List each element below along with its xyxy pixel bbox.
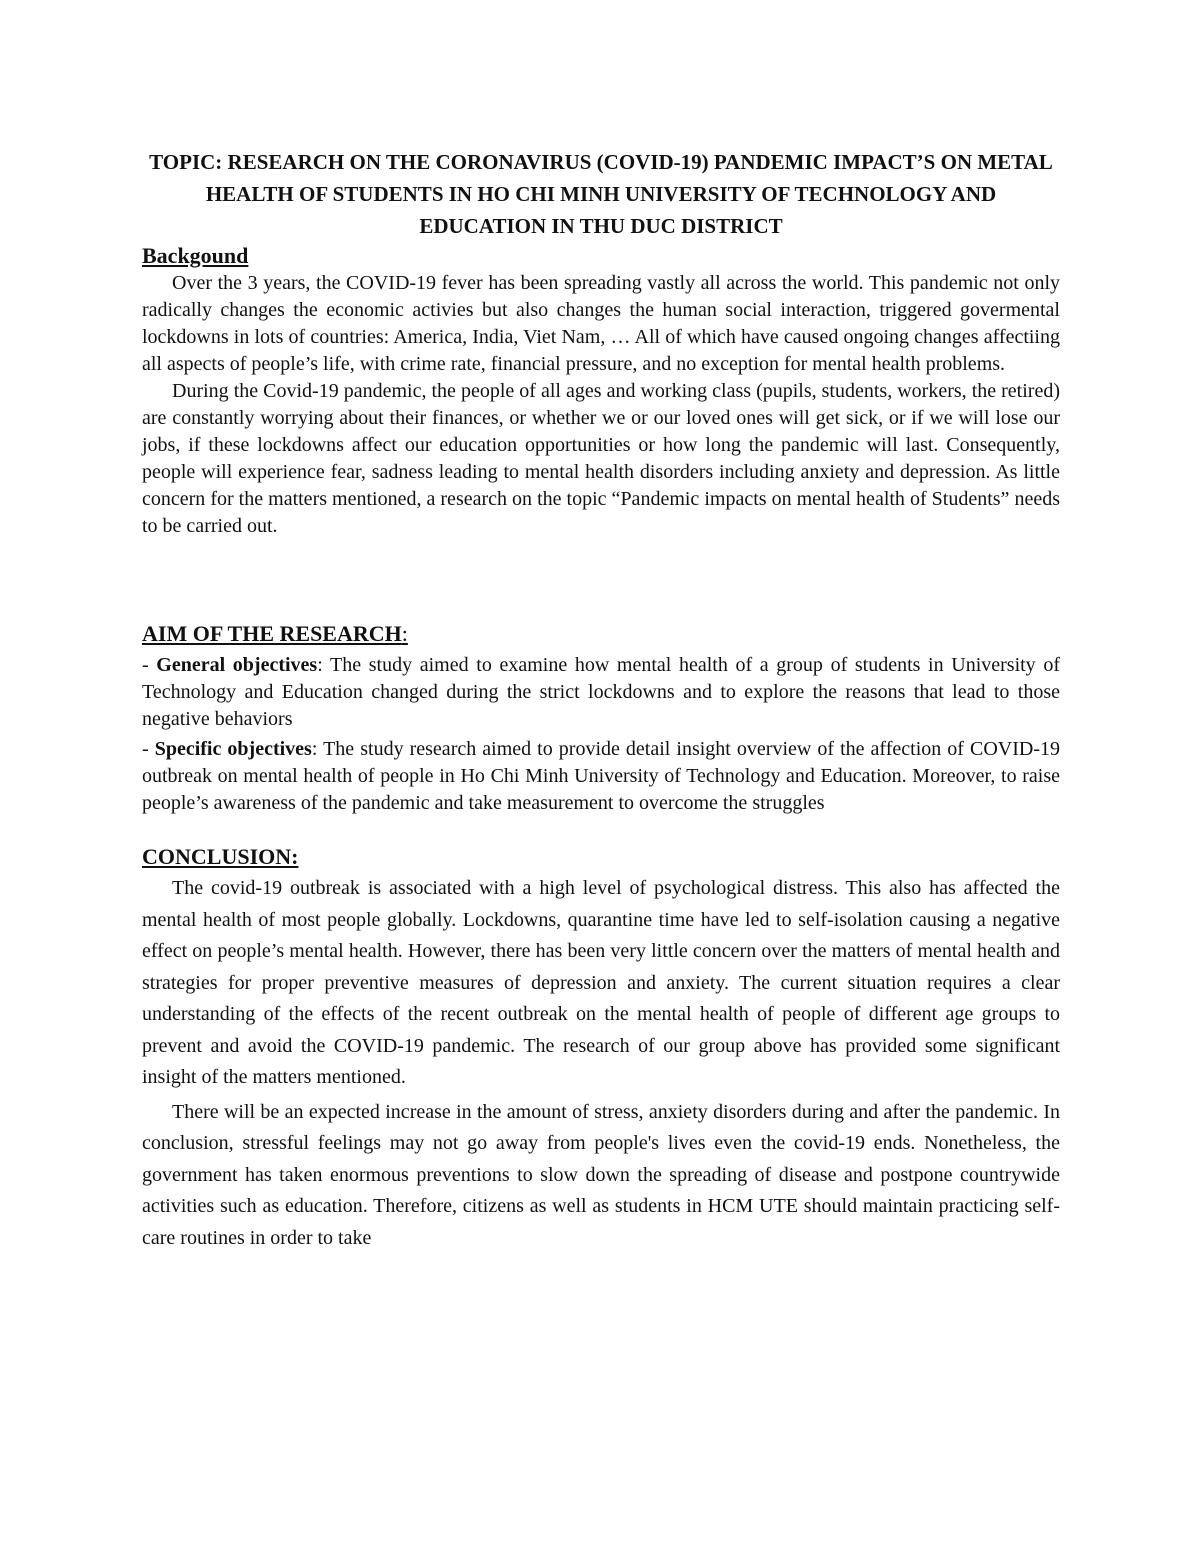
aim-specific-label: Specific objectives <box>154 738 312 760</box>
conclusion-section <box>142 843 1060 1254</box>
aim-specific-objectives <box>142 736 1060 817</box>
conclusion-paragraph-2: There will be an expected increase in the amount of stress, anxiety disorders during and after the pandemic. In conclusion, stressful feelings may not go away from people's lives even the covid-19 ends. Nonetheless, the government has taken enormous preventions to slow down the spreading of disease and postpone countrywide activities such as education. Therefore, citizens as well as students in HCM UTE should maintain practicing self-care routines in order to take <box>142 1100 1060 1249</box>
document-title: TOPIC: RESEARCH ON THE CORONAVIRUS (COVID-19) PANDEMIC IMPACT’S ON METAL HEALTH OF STUDENTS IN HO CHI MINH UNIVERSITY OF TECHNOLOGY AND EDUCATION IN THU DUC DISTRICT <box>149 150 1053 238</box>
conclusion-paragraph-1: The covid-19 outbreak is associated with a high level of psychological distress. This also has affected the mental health of most people globally. Lockdowns, quarantine time have led to self-isolation causing a negative effect on people’s mental health. However, there has been very little concern over the matters of mental health and strategies for proper preventive measures of depression and anxiety. The current situation requires a clear understanding of the effects of the recent outbreak on the mental health of people of different age groups to prevent and avoid the COVID-19 pandemic. The research of our group above has provided some significant insight of the matters mentioned. <box>142 877 1060 1088</box>
aim-section <box>142 620 1060 817</box>
background-heading: Backgound <box>142 243 249 268</box>
aim-heading-text: AIM OF THE RESEARCH <box>142 621 402 646</box>
aim-general-objectives <box>142 652 1060 733</box>
background-paragraph-1: Over the 3 years, the COVID-19 fever has been spreading vastly all across the world. This pandemic not only radically changes the economic activies but also changes the human social interaction, triggered govermental lockdowns in lots of countries: America, India, Viet Nam, … All of which have caused ongoing changes affectiing all aspects of people’s life, with crime rate, financial pressure, and no exception for mental health problems. <box>142 272 1060 375</box>
aim-general-prefix: - <box>142 654 157 676</box>
aim-general-label: General objectives <box>156 654 318 676</box>
aim-heading <box>142 620 1060 648</box>
aim-specific-text: : The study research aimed to provide detail insight overview of the affection of COVID-19 outbreak on mental health of people in Ho Chi Minh University of Technology and Education. Moreover, to raise people’s awareness of the pandemic and take measurement to overcome the struggles <box>142 738 1060 814</box>
background-section <box>142 242 1060 540</box>
background-paragraph-2: During the Covid-19 pandemic, the people of all ages and working class (pupils, students, workers, the retired) are constantly worrying about their finances, or whether we or our loved ones will get sick, or if we will lose our jobs, if these lockdowns affect our education opportunities or how long the pandemic will last. Consequently, people will experience fear, sadness leading to mental health disorders including anxiety and depression. As little concern for the matters mentioned, a research on the topic “Pandemic impacts on mental health of Students” needs to be carried out. <box>142 380 1060 537</box>
aim-heading-colon: : <box>401 621 408 646</box>
aim-specific-prefix: - <box>142 738 155 760</box>
document-page <box>142 146 1060 1254</box>
aim-general-text: : The study aimed to examine how mental health of a group of students in University of Technology and Education changed during the strict lockdowns and to explore the reasons that lead to those negative behaviors <box>142 654 1060 730</box>
conclusion-heading: CONCLUSION: <box>142 844 299 869</box>
